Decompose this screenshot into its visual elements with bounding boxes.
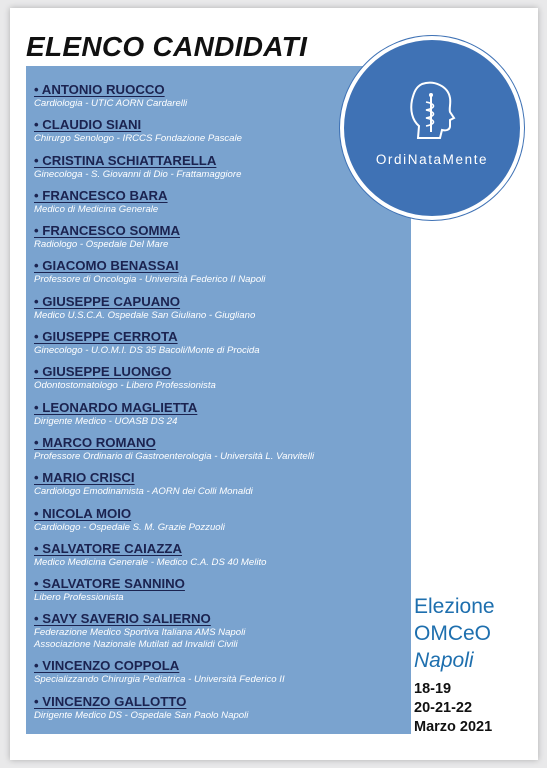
candidate-name: • NICOLA MOIO	[34, 505, 132, 521]
caduceus-head-icon	[404, 80, 460, 142]
candidate-role: Dirigente Medico - UOASB DS 24	[34, 415, 178, 427]
candidate-role: Federazione Medico Sportiva Italiana AMS Napoli	[34, 627, 246, 639]
candidate-role: Cardiologo Emodinamista - AORN dei Colli Monaldi	[34, 486, 253, 498]
candidate-role: Ginecologo - U.O.M.I. DS 35 Bacoli/Monte di Procida	[34, 345, 260, 357]
candidate-entry	[34, 506, 406, 541]
candidate-entry	[34, 470, 406, 505]
candidate-role: Chirurgo Senologo - IRCCS Fondazione Pascale	[34, 133, 242, 145]
date-line-3: Marzo 2021	[414, 719, 493, 735]
candidate-entry	[34, 258, 406, 293]
candidate-role: Ginecologa - S. Giovanni di Dio - Frattamaggiore	[34, 168, 242, 180]
candidate-name: • LEONARDO MAGLIETTA	[34, 399, 198, 415]
candidate-role: Professore Ordinario di Gastroenterologia - Università L. Vanvitelli	[34, 450, 315, 462]
candidate-entry	[34, 400, 406, 435]
candidate-entry	[34, 435, 406, 470]
candidate-role: Medico di Medicina Generale	[34, 203, 159, 215]
election-line-2: OMCeO	[414, 622, 492, 645]
candidate-entry	[34, 658, 406, 693]
candidate-name: • VINCENZO COPPOLA	[34, 658, 180, 674]
candidate-entry	[34, 576, 406, 611]
logo-text: OrdiNataMente	[375, 152, 489, 167]
candidate-role: Cardiologo - Ospedale S. M. Grazie Pozzuoli	[34, 521, 225, 533]
candidate-name: • GIACOMO BENASSAI	[34, 258, 179, 274]
candidate-role: Dirigente Medico DS - Ospedale San Paolo Napoli	[34, 709, 249, 721]
candidate-role: Professore di Oncologia - Università Federico II Napoli	[34, 274, 266, 286]
candidate-entry	[34, 611, 406, 658]
candidate-entry	[34, 329, 406, 364]
candidate-name: • FRANCESCO BARA	[34, 187, 168, 203]
page-title: ELENCO CANDIDATI	[26, 31, 308, 62]
candidate-name: • CRISTINA SCHIATTARELLA	[34, 152, 217, 168]
candidate-role: Cardiologia - UTIC AORN Cardarelli	[34, 98, 188, 109]
candidate-name: • VINCENZO GALLOTTO	[34, 693, 187, 709]
candidate-name: • CLAUDIO SIANI	[34, 117, 142, 133]
candidate-role: Radiologo - Ospedale Del Mare	[34, 239, 169, 251]
candidate-name: • SALVATORE SANNINO	[34, 576, 185, 592]
candidate-entry	[34, 541, 406, 576]
election-line-3: Napoli	[414, 649, 474, 672]
candidate-entry	[34, 364, 406, 399]
date-line-2: 20-21-22	[414, 700, 473, 716]
candidate-entry	[34, 294, 406, 329]
candidate-entry	[34, 188, 406, 223]
candidate-list	[34, 82, 406, 729]
candidate-name: • GIUSEPPE LUONGO	[34, 364, 172, 380]
candidate-name: • GIUSEPPE CERROTA	[34, 329, 178, 345]
candidate-name: • FRANCESCO SOMMA	[34, 223, 181, 239]
candidate-name: • SALVATORE CAIAZZA	[34, 540, 182, 556]
candidate-role: Specializzando Chirurgia Pediatrica - Università Federico II	[34, 674, 285, 686]
election-dates	[414, 680, 532, 737]
candidate-name: • SAVY SAVERIO SALIERNO	[34, 611, 211, 627]
flyer-sheet	[10, 8, 538, 760]
candidate-role: Libero Professionista	[34, 592, 124, 604]
candidate-entry	[34, 223, 406, 258]
candidate-role: Associazione Nazionale Mutilati ad Invalidi Civili	[34, 639, 238, 651]
date-line-1: 18-19	[414, 681, 452, 697]
ordinatamente-logo	[340, 36, 524, 220]
candidate-entry	[34, 694, 406, 729]
candidate-role: Medico U.S.C.A. Ospedale San Giuliano - Giugliano	[34, 309, 256, 321]
candidate-name: • MARCO ROMANO	[34, 434, 156, 450]
candidate-name: • MARIO CRISCI	[34, 470, 135, 486]
candidate-role: Medico Medicina Generale - Medico C.A. DS 40 Melito	[34, 556, 267, 568]
candidate-name: • ANTONIO RUOCCO	[34, 82, 165, 97]
candidate-role: Odontostomatologo - Libero Professionista	[34, 380, 216, 392]
candidate-name: • GIUSEPPE CAPUANO	[34, 293, 181, 309]
election-line-1: Elezione	[414, 595, 495, 618]
election-heading	[414, 593, 532, 674]
